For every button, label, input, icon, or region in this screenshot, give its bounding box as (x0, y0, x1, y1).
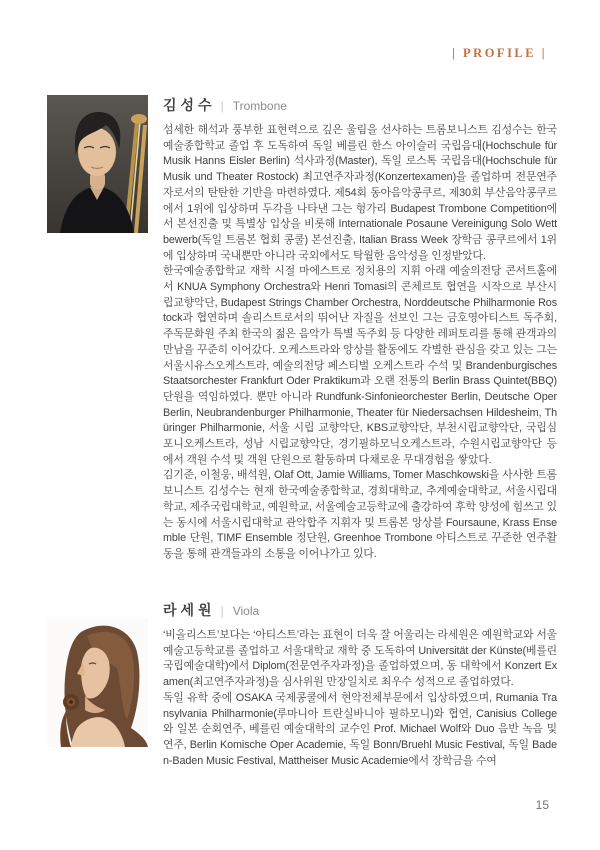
artist-bio (163, 628, 557, 769)
artist-bio (163, 123, 557, 563)
profile-section-ra-se-won (47, 600, 557, 769)
page-number: 15 (535, 798, 549, 812)
artist-instrument: Viola (232, 604, 260, 618)
portrait-man-with-trombone (47, 95, 148, 233)
artist-photo-violist (47, 618, 148, 747)
bio-paragraph: 김기준, 이철웅, 배석원, Olaf Ott, Jamie Williams, Tomer Maschkowski을 사사한 트롬보니스트 김성수는 현재 한국예술종합학교, 경희대학교, 추계예술대학교, 서울시립대학교, 제주국립대학교, 예원학교, 서울예술고등학교에 출강하여 후학 양성에 힘쓰고 있는 동시에 서울시립대학교 관악합주 지휘자 및 트롬본 앙상블 Foursaune, Krass Ensemble 단원, TIMF Ensemble 정단원, Greenhoe Trombone 아티스트로 꾸준한 연주활동을 통해 관객들과의 소통을 이어나가고 있다. (163, 469, 557, 560)
name-instrument-divider: | (220, 604, 224, 618)
artist-photo-trombonist (47, 95, 148, 233)
name-instrument-divider: | (220, 99, 224, 113)
bio-paragraph: ‘비올리스트’보다는 ‘아티스트’라는 표현이 더욱 잘 어울리는 라세원은 예원학교와 서울예술고등학교를 졸업하고 서울대학교 재학 중 도독하여 Universität der Künste(베를린 국립예술대학)에서 Diplom(전문연주자과정)을 졸업하였으며, 동 대학에서 Konzert Examen(최고연주자과정)을 심사위원 만장일치로 최우수 성적으로 졸업하였다. (163, 629, 557, 689)
bio-paragraph: 독일 유학 중에 OSAKA 국제콩쿨에서 현악전체부문에서 입상하였으며, Rumania Transylvania Philharmonie(루마니아 트란실바니아 필하모니)와 협연, Canisius College와 일본 순회연주, 베를린 예술대학의 교수인 Prof. Michael Wolf와 Duo 음반 녹음 및 연주, Berlin Komische Oper Academie, 독일 Bonn/Bruehl Music Festival, 독일 Baden-Baden Music Festival, Mattheiser Music Academie에서 장학금을 수여 (163, 691, 557, 767)
profile-section-kim-sung-soo (47, 95, 557, 563)
bio-column (163, 600, 557, 769)
artist-name-row (163, 95, 557, 115)
bio-column (163, 95, 557, 563)
portrait-woman-with-viola (47, 618, 148, 747)
artist-name: 라세원 (163, 602, 216, 618)
artist-name: 김성수 (163, 97, 216, 113)
artist-instrument: Trombone (232, 99, 287, 113)
artist-name-row (163, 600, 557, 620)
page-header: | PROFILE | (452, 46, 547, 60)
bio-paragraph: 섬세한 해석과 풍부한 표현력으로 깊은 울림을 선사하는 트롬보니스트 김성수는 한국예술종합학교 졸업 후 도독하여 독일 베를린 한스 아이슬러 국립음대(Hochschule für Musik Hanns Eisler Berlin) 석사과정(Master), 독일 로스톡 국립음대(Hochschule für Musik und Theater Rostock) 최고연주자과정(Konzertexamen)을 졸업하며 전문연주자로서의 탄탄한 기반을 마련하였다. 제54회 동아음악콩쿠르, 제30회 부산음악콩쿠르에서 1위에 입상하며 두각을 나타낸 그는 헝가리 Budapest Trombone Competition에서 본선진출 및 특별상 입상을 비롯해 Internationale Posaune Vereinigung Solo Wettbewerb(독일 트롬본 협회 콩쿨) 본선진출, Italian Brass Week 장학금 콩쿠르에서 1위에 입상하며 국내뿐만 아니라 국외에서도 탁월한 음악성을 인정받았다. (163, 124, 557, 262)
bio-paragraph: 한국예술종합학교 재학 시절 마에스트로 정치용의 지휘 아래 예술의전당 콘서트홀에서 KNUA Symphony Orchestra와 Henri Tomasi의 콘체르토 협연을 시작으로 부산시립교향악단, Budapest Strings Chamber Orchestra, Norddeutsche Philharmonie Rostock과 협연하며 솔리스트로서의 뛰어난 자질을 선보인 그는 금호영아티스트 독주회, 주독문화원 주최 한국의 젊은 음악가 특별 독주회 등 다양한 레퍼토리를 통해 관객과의 만남을 꾸준히 이어갔다. 오케스트라와 앙상블 활동에도 각별한 관심을 갖고 있는 그는 서울시유스오케스트라, 예술의전당 페스티벌 오케스트라 수석 및 Brandenburgisches Staatsorchester Frankfurt Oder Praktikum과 오랜 전통의 Berlin Brass Quintet(BBQ)단원을 역임하였다. 뿐만 아니라 Rundfunk-Sinfonieorchester Berlin, Deutsche Oper Berlin, Neubrandenburger Philharmonie, Theater für Niedersachsen Hildesheim, Thüringer Philharmonie, 서울 시립 교향악단, KBS교향악단, 부천시립교향악단, 국립심포니오케스트라, 성남 시립교향악단, 경기필하모닉오케스트라, 수원시립교향악단 등에서 객원 수석 및 객원 단원으로 활동하며 다채로운 무대경험을 쌓았다. (163, 265, 557, 466)
